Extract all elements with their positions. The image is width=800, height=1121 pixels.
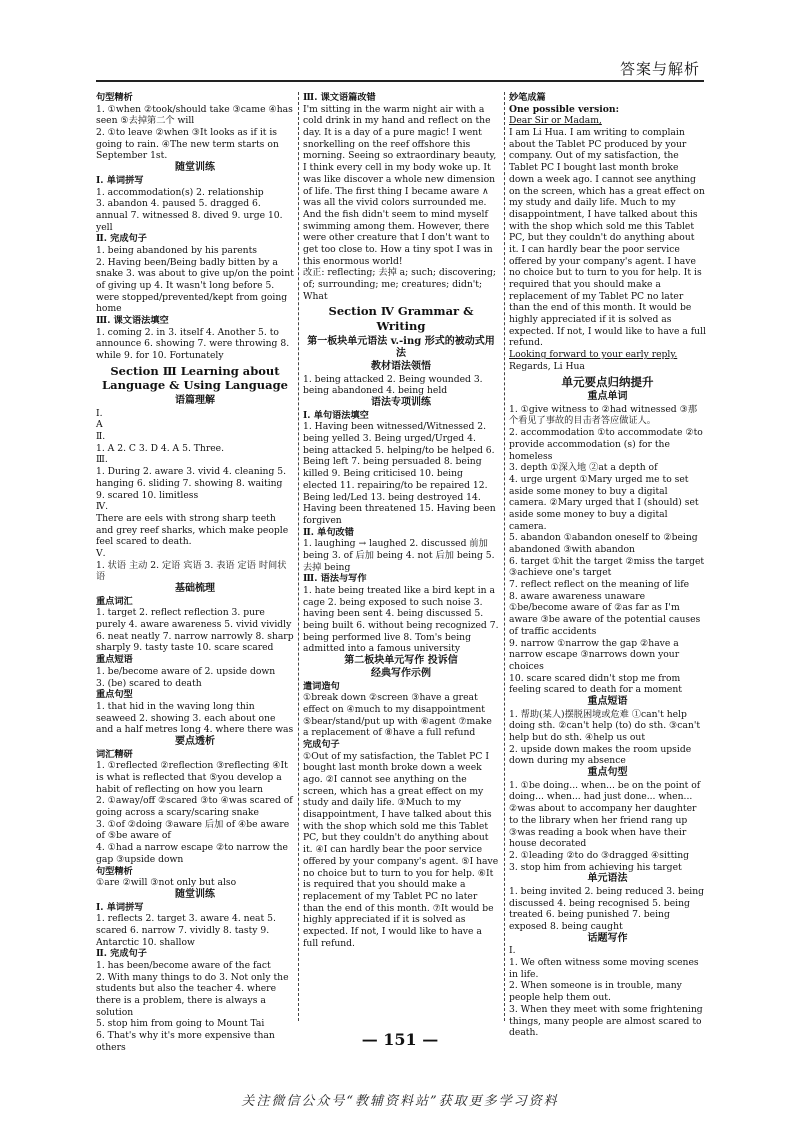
answer-line: 8. aware awareness unaware ①be/become aware of ②as far as I'm aware ③be aware of the potential causes of traffic accidents xyxy=(509,590,701,637)
section-heading: Ⅱ. 完成句子 xyxy=(96,948,147,960)
section-heading: 句型精析 xyxy=(96,865,133,877)
section-heading: 话题写作 xyxy=(587,932,628,944)
section-heading: Section Ⅲ Learning about Language & Using Language xyxy=(102,363,288,393)
section-heading: 第二板块单元写作 投诉信 xyxy=(344,655,458,667)
footer-note: 关注微信公众号“教辅资料站”获取更多学习资料 xyxy=(241,1094,559,1109)
section-heading: 重点短语 xyxy=(96,654,133,666)
section-heading: 遣词造句 xyxy=(303,680,340,692)
answer-line: 1. has been/become aware of the fact xyxy=(96,960,271,971)
answer-line: 1. that hid in the waving long thin seaweed 2. showing 3. each about one and a half metres long 4. where there was xyxy=(96,700,294,736)
answer-line: ①are ②will ③not only but also xyxy=(96,877,237,889)
section-heading: One possible version: xyxy=(509,103,619,115)
answer-line: A xyxy=(96,419,103,431)
page-number: — 151 — xyxy=(361,1030,439,1049)
answer-line: 6. target ①hit the target ②miss the target ③achieve one's target xyxy=(509,555,705,579)
answer-line: Ⅰ. xyxy=(96,407,103,419)
answer-line: 1. accommodation(s) 2. relationship xyxy=(96,186,264,198)
section-heading: 重点词汇 xyxy=(96,595,133,607)
section-heading: 完成句子 xyxy=(303,738,340,750)
answer-line: 1. 帮助(某人)摆脱困境或危难 ①can't help doing sth. ②can't help (to) do sth. ③can't help but do sth. ④help us out xyxy=(509,708,701,744)
answer-line: Dear Sir or Madam, xyxy=(509,115,602,127)
header-rule xyxy=(96,80,704,82)
section-heading: 重点句型 xyxy=(587,767,628,779)
answer-line: 7. reflect reflect on the meaning of life xyxy=(509,579,690,591)
section-heading: 重点短语 xyxy=(587,695,628,707)
answer-line: 5. abandon ①abandon oneself to ②being abandoned ③with abandon xyxy=(509,532,698,556)
section-heading: 语法专项训练 xyxy=(371,397,431,408)
answer-line: 1. ①reflected ②reflection ③reflecting ④It is what is reflected that ⑤you develop a habit of reflecting on how you learn xyxy=(96,760,288,795)
answer-line: 3. depth ①深入地 ②at a depth of xyxy=(509,462,658,474)
section-heading: 单元要点归纳提升 xyxy=(561,374,654,389)
answer-line: 3. (be) scared to death xyxy=(96,677,202,689)
answer-line: Looking forward to your early reply. xyxy=(509,349,678,361)
section-heading: 随堂训练 xyxy=(175,888,215,900)
section-heading: Ⅱ. 单句改错 xyxy=(303,526,354,538)
section-heading: Ⅲ. 课文语法填空 xyxy=(96,315,169,327)
answer-line: ①Out of my satisfaction, the Tablet PC I bought last month broke down a week ago. ②I cannot see anything on the screen, which has a great effect on my study and daily life. ③Much to my disappointment, I have talked about this with the shop which sold me this Tablet PC, but they couldn't do anything about it. ④I can hardly bear the poor service offered by your company's agent. ⑤I have no choice but to turn to you for help. ⑥It is required that you should make a replacement of my Tablet PC no later than the end of this month. ⑦It would be highly appreciated if it is solved as expected. If not, I would like to have a full refund. xyxy=(303,750,499,949)
answer-line: 10. scare scared didn't stop me from feeling scared to death for a moment xyxy=(509,672,682,696)
section-heading: 基础梳理 xyxy=(175,583,215,594)
answer-line: 改正: reflecting; 去掉 a; such; discovering; of; surrounding; me; creatures; didn't; What xyxy=(303,267,496,302)
answer-line: Regards, Li Hua xyxy=(509,360,585,372)
answer-line: 1. being abandoned by his parents xyxy=(96,244,257,256)
answer-line: 1. being invited 2. being reduced 3. being discussed 4. being recognised 5. being treated 6. being punished 7. being exposed 8. being caught xyxy=(509,885,704,933)
section-heading: 句型精析 xyxy=(96,92,133,103)
section-heading: 重点单词 xyxy=(587,391,628,403)
page-header-title: 答案与解析 xyxy=(619,60,700,78)
answer-line: Ⅱ. xyxy=(96,431,106,443)
answer-line: Ⅳ. xyxy=(96,501,109,513)
answer-line: 1. laughing → laughed 2. discussed 前加 being 3. of 后加 being 4. not 后加 being 5. 去掉 being xyxy=(303,538,495,573)
section-heading: 经典写作示例 xyxy=(371,667,431,679)
answer-line: Ⅲ. xyxy=(96,454,108,466)
answer-line: 1. target 2. reflect reflection 3. pure purely 4. aware awareness 5. vivid vividly 6. neat neatly 7. narrow narrowly 8. sharp sharply 9. tasty taste 10. scare scared xyxy=(96,607,294,654)
answer-line: 4. ①had a narrow escape ②to narrow the gap ③upside down xyxy=(96,842,288,865)
answer-line: 2. Having been/Being badly bitten by a snake 3. was about to give up/on the point of giving up 4. It wasn't long before 5. were stopped/prevented/kept from going home xyxy=(96,256,294,315)
answer-line: 5. stop him from going to Mount Tai xyxy=(96,1018,265,1030)
answer-line: There are eels with strong sharp teeth and grey reef sharks, which make people feel scared to death. xyxy=(96,512,289,548)
section-heading: Ⅰ. 单词拼写 xyxy=(96,901,144,913)
section-heading: 语篇理解 xyxy=(175,395,215,406)
answer-line: 2. upside down makes the room upside down during my absence xyxy=(509,743,692,767)
answer-line: 1. hate being treated like a bird kept in a cage 2. being exposed to such noise 3. having been sent 4. being discussed 5. being built 6. without being recognized 7. being performed live 8. Tom's being admitted into a famous university xyxy=(303,585,499,655)
answer-line: 2. ①to leave ②when ③It looks as if it is going to rain. ④The new term starts on September 1st. xyxy=(96,127,279,162)
answer-line: 1. A 2. C 3. D 4. A 5. Three. xyxy=(96,442,225,454)
answer-line: 9. narrow ①narrow the gap ②have a narrow escape ③narrows down your choices xyxy=(509,637,680,672)
answer-line: Ⅰ. xyxy=(509,945,516,957)
answer-line: 3. ①of ②doing ③aware 后加 of ④be aware of ⑤be aware of xyxy=(96,818,290,842)
answer-line: 1. During 2. aware 3. vivid 4. cleaning 5. hanging 6. sliding 7. showing 8. waiting 9. scared 10. limitless xyxy=(96,466,287,501)
answer-line: 2. ①leading ②to do ③dragged ④sitting xyxy=(509,849,690,861)
section-heading: Ⅱ. 完成句子 xyxy=(96,233,147,245)
answer-column-middle xyxy=(303,92,499,1021)
answer-line: 1. reflects 2. target 3. aware 4. neat 5. scared 6. narrow 7. vividly 8. tasty 9. Antarctic 10. shallow xyxy=(96,913,276,948)
section-heading: Ⅲ. 课文语篇改错 xyxy=(303,92,376,103)
answer-line: 1. 状语 主动 2. 定语 宾语 3. 表语 定语 时间状语 xyxy=(96,559,287,583)
answer-line: 3. When they meet with some frightening things, many people are almost scared to death. xyxy=(509,1003,703,1039)
section-heading: 随堂训练 xyxy=(175,162,215,174)
answer-line: Ⅴ. xyxy=(96,547,106,559)
section-heading: Ⅰ. 单词拼写 xyxy=(96,174,144,186)
answer-line: 1. be/become aware of 2. upside down xyxy=(96,665,276,677)
answer-line: 4. urge urgent ①Mary urged me to set aside some money to buy a digital camera. ②Mary urged that I (should) set aside some money to buy a digital camera. xyxy=(509,473,699,532)
section-heading: 要点透析 xyxy=(175,735,215,747)
answer-line: 1. being attacked 2. Being wounded 3. being abandoned 4. being held xyxy=(303,373,483,397)
answer-line: 1. ①give witness to ②had witnessed ③那个看见了事故的目击者答应做证人。 xyxy=(509,403,698,427)
column-divider xyxy=(298,92,299,1021)
answer-line: 2. When someone is in trouble, many people help them out. xyxy=(509,980,682,1004)
answer-line: I'm sitting in the warm night air with a cold drink in my hand and reflect on the day. It is a day of a pure magic! I went snorkelling on the reef offshore this morning. Seeing so extraordinary beauty, I think every cell in my body woke up. It was like discover a whole new dimension of life. The first thing I became aware ∧ was all the vivid colors surrounded me. And the fish didn't seem to mind myself swimming among them. However, there were other creature that I don't want to get too close to. How a tiny spot I was in this enormous world! xyxy=(303,103,497,267)
answer-line: 2. With many things to do 3. Not only the students but also the teacher 4. where there is a problem, there is always a solution xyxy=(96,971,289,1018)
section-heading: 单元语法 xyxy=(587,873,628,885)
answer-column-right xyxy=(509,92,706,1039)
section-heading: Ⅲ. 语法与写作 xyxy=(303,573,367,585)
answer-line: 1. ①be doing... when... be on the point of doing... when... had just done... when... ②was about to accompany her daughter to the library when her friend rang up ③was reading a book when have their house decorated xyxy=(509,779,701,850)
answer-line: 1. We often witness some moving scenes in life. xyxy=(509,957,699,980)
section-heading: Section Ⅳ Grammar & Writing xyxy=(328,304,474,333)
answer-line: 3. abandon 4. paused 5. dragged 6. annual 7. witnessed 8. dived 9. urge 10. yell xyxy=(96,198,283,233)
answer-column-left xyxy=(96,92,294,1053)
answer-line: 1. coming 2. in 3. itself 4. Another 5. to announce 6. showing 7. were throwing 8. while 9. for 10. Fortunately xyxy=(96,326,290,362)
section-heading: 妙笔成篇 xyxy=(509,92,546,103)
answer-line: 1. ①when ②took/should take ③came ④has seen ⑤去掉第二个 will xyxy=(96,103,293,127)
answer-line: I am Li Hua. I am writing to complain about the Tablet PC produced by your company. Out of my satisfaction, the Tablet PC I bought last month broke down a week ago. I cannot see anything on the screen, which has a great effect on my study and daily life. Much to my disappointment, I have talked about this with the shop which sold me this Tablet PC, but they couldn't do anything about it. I can hardly bear the poor service offered by your company's agent. I have no choice but to turn to you for help. It is required that you should make a replacement of my Tablet PC no later than the end of this month. It would be highly appreciated if it is solved as expected. If not, I would like to have a full refund. xyxy=(509,127,706,349)
answer-line: 6. That's why it's more expensive than others xyxy=(96,1030,275,1053)
answer-line: 3. stop him from achieving his target xyxy=(509,861,682,873)
answer-line: 2. accommodation ①to accommodate ②to provide accommodation (s) for the homeless xyxy=(509,427,703,462)
section-heading: Ⅰ. 单句语法填空 xyxy=(303,409,369,421)
section-heading: 重点句型 xyxy=(96,689,133,701)
answer-line: 1. Having been witnessed/Witnessed 2. being yelled 3. Being urged/Urged 4. being attacked 5. helping/to be helped 6. Being left 7. being persuaded 8. being killed 9. Being criticised 10. being elected 11. repairing/to be repaired 12. Being led/Led 13. being destroyed 14. Having been threatened 15. Having been forgiven xyxy=(303,421,496,526)
answer-line: ①break down ②screen ③have a great effect on ④much to my disappointment ⑤bear/stand/put up with ⑥agent ⑦make a replacement of ⑧have a full refund xyxy=(303,692,492,739)
section-heading: 第一板块单元语法 v.-ing 形式的被动式用法 xyxy=(307,335,495,360)
section-heading: 词汇精研 xyxy=(96,748,133,760)
answer-line: 2. ①away/off ②scared ③to ④was scared of going across a scary/scaring snake xyxy=(96,795,293,819)
column-divider xyxy=(504,92,505,1021)
section-heading: 教材语法领悟 xyxy=(371,360,431,372)
